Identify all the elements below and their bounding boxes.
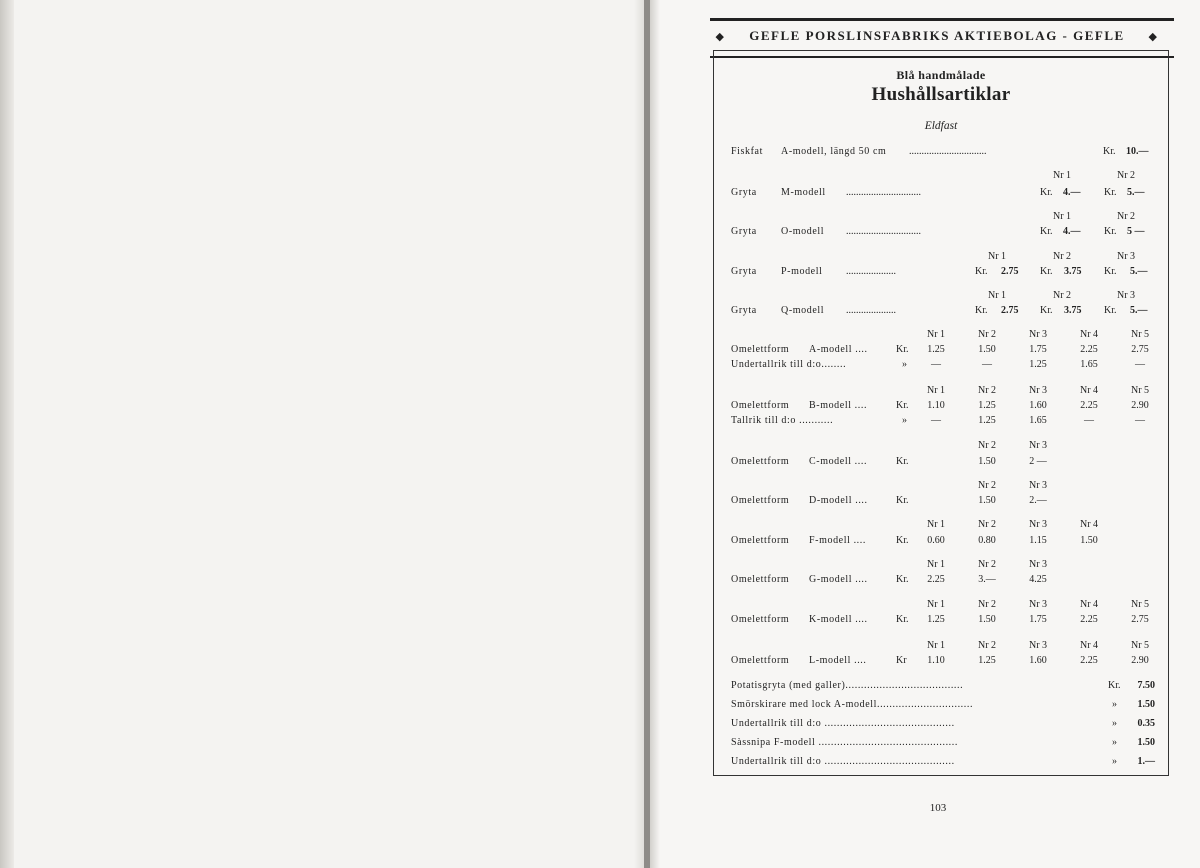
size-header: Nr 3 <box>1028 329 1048 340</box>
row-label: Omelettform <box>731 655 790 666</box>
size-header: Nr 3 <box>1028 440 1048 451</box>
currency-label: Kr. <box>896 495 909 506</box>
size-header: Nr 1 <box>926 329 946 340</box>
leader-dots: .................... <box>846 266 896 277</box>
price-value: — <box>1084 415 1094 426</box>
row-model: F-modell .... <box>809 535 866 546</box>
size-header: Nr 3 <box>1028 385 1048 396</box>
size-header: Nr 2 <box>977 640 997 651</box>
size-header: Nr 4 <box>1079 519 1099 530</box>
ditto-mark: » <box>902 415 907 426</box>
size-header: Nr 1 <box>926 640 946 651</box>
price-value: 1.10 <box>927 400 945 411</box>
price-value: 5.— <box>1127 187 1145 198</box>
size-header: Nr 3 <box>1028 599 1048 610</box>
price-value: — <box>931 359 941 370</box>
category-heading: Eldfast <box>924 120 958 132</box>
size-header: Nr 2 <box>1116 211 1136 222</box>
price-value: 2.25 <box>1080 400 1098 411</box>
ditto-mark: » <box>1112 756 1117 767</box>
size-header: Nr 3 <box>1028 559 1048 570</box>
currency-label: Kr. <box>1108 680 1121 691</box>
size-header: Nr 1 <box>987 251 1007 262</box>
price-value: 1.15 <box>1029 535 1047 546</box>
price-value: 1.25 <box>978 655 996 666</box>
currency-label: Kr. <box>896 574 909 585</box>
price-value: 3.75 <box>1064 305 1082 316</box>
price-value: 5.— <box>1130 305 1148 316</box>
currency-label: Kr. <box>896 344 909 355</box>
price-value: 2.25 <box>1080 655 1098 666</box>
right-page-gutter <box>650 0 660 868</box>
currency-label: Kr. <box>896 400 909 411</box>
currency-label: Kr. <box>896 614 909 625</box>
price-value: 7.50 <box>1137 680 1155 691</box>
price-value: 2.90 <box>1131 400 1149 411</box>
currency-label: Kr. <box>896 456 909 467</box>
row-label: Gryta <box>731 187 757 198</box>
size-header: Nr 1 <box>987 290 1007 301</box>
price-value: 2.25 <box>927 574 945 585</box>
size-header: Nr 1 <box>926 599 946 610</box>
currency-label: Kr. <box>975 266 988 277</box>
size-header: Nr 2 <box>977 480 997 491</box>
currency-label: Kr <box>896 655 907 666</box>
size-header: Nr 4 <box>1079 599 1099 610</box>
currency-label: Kr. <box>1104 266 1117 277</box>
size-header: Nr 2 <box>977 559 997 570</box>
price-value: — <box>1135 415 1145 426</box>
currency-label: Kr. <box>896 535 909 546</box>
row-model: C-modell .... <box>809 456 868 467</box>
diamond-left-icon: ◆ <box>715 31 726 43</box>
page-number: 103 <box>929 802 947 814</box>
price-value: 4.— <box>1063 187 1081 198</box>
currency-label: Kr. <box>1103 146 1116 157</box>
price-value: 2.75 <box>1131 344 1149 355</box>
size-header: Nr 1 <box>1052 211 1072 222</box>
size-header: Nr 1 <box>926 559 946 570</box>
leader-dots: ............................... <box>909 146 987 157</box>
row-model: A-modell .... <box>809 344 868 355</box>
item-label: Sàssnipa F-modell ............................................. <box>731 737 958 748</box>
row-model: B-modell .... <box>809 400 868 411</box>
row-model: K-modell .... <box>809 614 868 625</box>
currency-label: Kr. <box>975 305 988 316</box>
price-value: 2.25 <box>1080 344 1098 355</box>
size-header: Nr 2 <box>1116 170 1136 181</box>
row-label: Gryta <box>731 226 757 237</box>
leader-dots: .................... <box>846 305 896 316</box>
header-text: GEFLE PORSLINSFABRIKS AKTIEBOLAG - GEFLE <box>749 28 1125 43</box>
title-line1: Blå handmålade <box>896 68 986 82</box>
size-header: Nr 3 <box>1116 251 1136 262</box>
price-value: 1.60 <box>1029 400 1047 411</box>
row-label: Fiskfat <box>731 146 763 157</box>
size-header: Nr 5 <box>1130 329 1150 340</box>
item-label: Undertallrik till d:o .......................................... <box>731 718 955 729</box>
row-model: D-modell .... <box>809 495 868 506</box>
price-value: 1.75 <box>1029 614 1047 625</box>
price-value: 1.25 <box>978 400 996 411</box>
price-value: 5.— <box>1130 266 1148 277</box>
ditto-mark: » <box>1112 699 1117 710</box>
price-value: 2 — <box>1029 456 1047 467</box>
leader-dots: .............................. <box>846 226 921 237</box>
row-model: A-modell, längd 50 cm <box>781 146 887 157</box>
price-value: — <box>982 359 992 370</box>
item-label: Potatisgryta (med galler)...................................... <box>731 680 964 691</box>
row-label: Omelettform <box>731 400 790 411</box>
price-value: 1.75 <box>1029 344 1047 355</box>
item-label: Smörskirare med lock A-modell............................... <box>731 699 974 710</box>
price-value: 1.50 <box>1137 699 1155 710</box>
currency-label: Kr. <box>1040 187 1053 198</box>
size-header: Nr 2 <box>977 440 997 451</box>
size-header: Nr 3 <box>1028 519 1048 530</box>
price-list-frame <box>713 50 1169 776</box>
row-model: P-modell <box>781 266 823 277</box>
price-value: 1.50 <box>1080 535 1098 546</box>
currency-label: Kr. <box>1040 305 1053 316</box>
price-value: 2.— <box>1029 495 1047 506</box>
currency-label: Kr. <box>1040 266 1053 277</box>
price-value: — <box>1135 359 1145 370</box>
size-header: Nr 1 <box>926 385 946 396</box>
size-header: Nr 2 <box>977 385 997 396</box>
price-value: 10.— <box>1126 146 1149 157</box>
size-header: Nr 3 <box>1028 640 1048 651</box>
size-header: Nr 4 <box>1079 640 1099 651</box>
size-header: Nr 5 <box>1130 640 1150 651</box>
row-label: Omelettform <box>731 344 790 355</box>
currency-label: Kr. <box>1104 226 1117 237</box>
row-label: Gryta <box>731 305 757 316</box>
price-value: 1.50 <box>978 344 996 355</box>
row-model: Q-modell <box>781 305 825 316</box>
price-value: 0.60 <box>927 535 945 546</box>
row-label: Omelettform <box>731 535 790 546</box>
price-value: 1.25 <box>1029 359 1047 370</box>
price-value: — <box>931 415 941 426</box>
size-header: Nr 2 <box>1052 251 1072 262</box>
price-value: 3.75 <box>1064 266 1082 277</box>
sub-row-label: Undertallrik till d:o........ <box>731 359 847 370</box>
ditto-mark: » <box>1112 737 1117 748</box>
size-header: Nr 3 <box>1028 480 1048 491</box>
row-label: Gryta <box>731 266 757 277</box>
currency-label: Kr. <box>1104 187 1117 198</box>
size-header: Nr 4 <box>1079 385 1099 396</box>
price-value: 2.75 <box>1001 266 1019 277</box>
row-model: O-modell <box>781 226 825 237</box>
row-model: M-modell <box>781 187 826 198</box>
row-label: Omelettform <box>731 495 790 506</box>
size-header: Nr 5 <box>1130 385 1150 396</box>
price-value: 1.10 <box>927 655 945 666</box>
row-model: L-modell .... <box>809 655 867 666</box>
price-value: 1.50 <box>978 495 996 506</box>
price-value: 1.— <box>1137 756 1155 767</box>
sub-row-label: Tallrik till d:o ........... <box>731 415 834 426</box>
price-value: 1.50 <box>978 614 996 625</box>
currency-label: Kr. <box>1040 226 1053 237</box>
price-value: 1.25 <box>927 344 945 355</box>
currency-label: Kr. <box>1104 305 1117 316</box>
diamond-right-icon: ◆ <box>1148 31 1159 43</box>
row-label: Omelettform <box>731 614 790 625</box>
size-header: Nr 1 <box>1052 170 1072 181</box>
price-value: 5 — <box>1127 226 1145 237</box>
size-header: Nr 1 <box>926 519 946 530</box>
header-rule-top <box>710 18 1174 21</box>
book-spine <box>644 0 650 868</box>
page-title: Hushållsartiklar <box>871 84 1011 105</box>
price-value: 1.50 <box>978 456 996 467</box>
size-header: Nr 2 <box>977 329 997 340</box>
price-value: 1.65 <box>1029 415 1047 426</box>
price-value: 1.25 <box>978 415 996 426</box>
row-model: G-modell .... <box>809 574 868 585</box>
price-value: 4.25 <box>1029 574 1047 585</box>
size-header: Nr 3 <box>1116 290 1136 301</box>
price-value: 2.90 <box>1131 655 1149 666</box>
price-value: 1.50 <box>1137 737 1155 748</box>
size-header: Nr 5 <box>1130 599 1150 610</box>
price-value: 1.65 <box>1080 359 1098 370</box>
row-label: Omelettform <box>731 456 790 467</box>
price-value: 2.75 <box>1001 305 1019 316</box>
left-page-edge <box>0 0 14 868</box>
leader-dots: .............................. <box>846 187 921 198</box>
price-value: 4.— <box>1063 226 1081 237</box>
size-header: Nr 4 <box>1079 329 1099 340</box>
price-value: 1.60 <box>1029 655 1047 666</box>
price-value: 2.75 <box>1131 614 1149 625</box>
size-header: Nr 2 <box>977 599 997 610</box>
row-label: Omelettform <box>731 574 790 585</box>
item-label: Undertallrik till d:o .......................................... <box>731 756 955 767</box>
price-value: 3.— <box>978 574 996 585</box>
ditto-mark: » <box>902 359 907 370</box>
size-header: Nr 2 <box>977 519 997 530</box>
price-value: 1.25 <box>927 614 945 625</box>
price-value: 0.35 <box>1137 718 1155 729</box>
price-value: 2.25 <box>1080 614 1098 625</box>
size-header: Nr 2 <box>1052 290 1072 301</box>
price-value: 0.80 <box>978 535 996 546</box>
ditto-mark: » <box>1112 718 1117 729</box>
